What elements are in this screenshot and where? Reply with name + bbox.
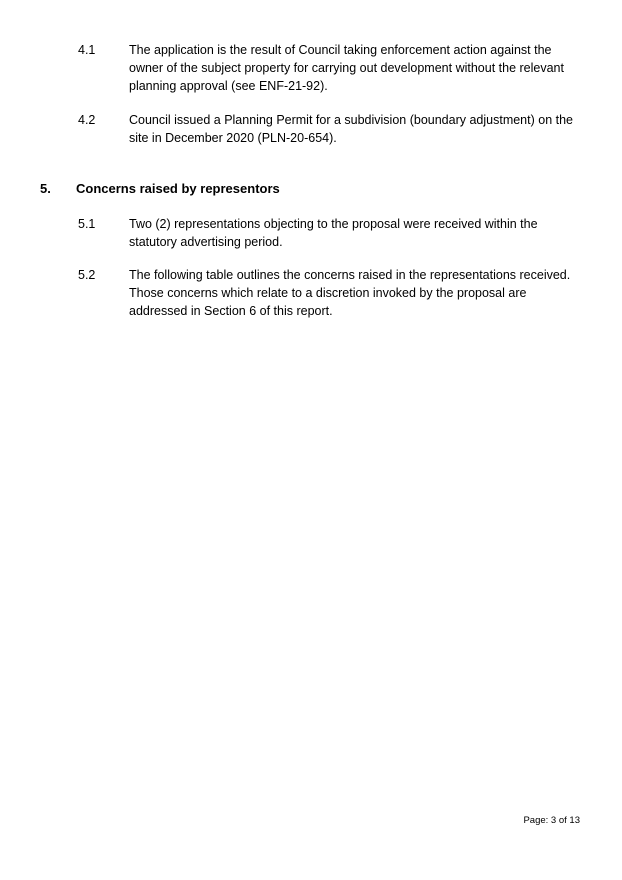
section-title: Concerns raised by representors [76,181,280,196]
paragraph-number: 4.1 [78,43,96,57]
paragraph-text: The application is the result of Council taking enforcement action against the owner of the subject property for carrying out development without the relevant planning approval (see ENF-21-92). [129,43,564,93]
section-number: 5. [40,181,51,196]
paragraph-number: 5.1 [78,217,96,231]
paragraph-text: The following table outlines the concerns raised in the representations received. Those concerns which relate to a discretion invoked by the proposal are addressed in Section 6 of this report. [129,268,571,318]
paragraph-number: 4.2 [78,113,96,127]
paragraph-number: 5.2 [78,268,96,282]
paragraph-text: Council issued a Planning Permit for a subdivision (boundary adjustment) on the site in December 2020 (PLN-20-654). [129,113,573,145]
paragraph-text: Two (2) representations objecting to the proposal were received within the statutory advertising period. [129,217,538,249]
page-number: Page: 3 of 13 [523,815,580,826]
